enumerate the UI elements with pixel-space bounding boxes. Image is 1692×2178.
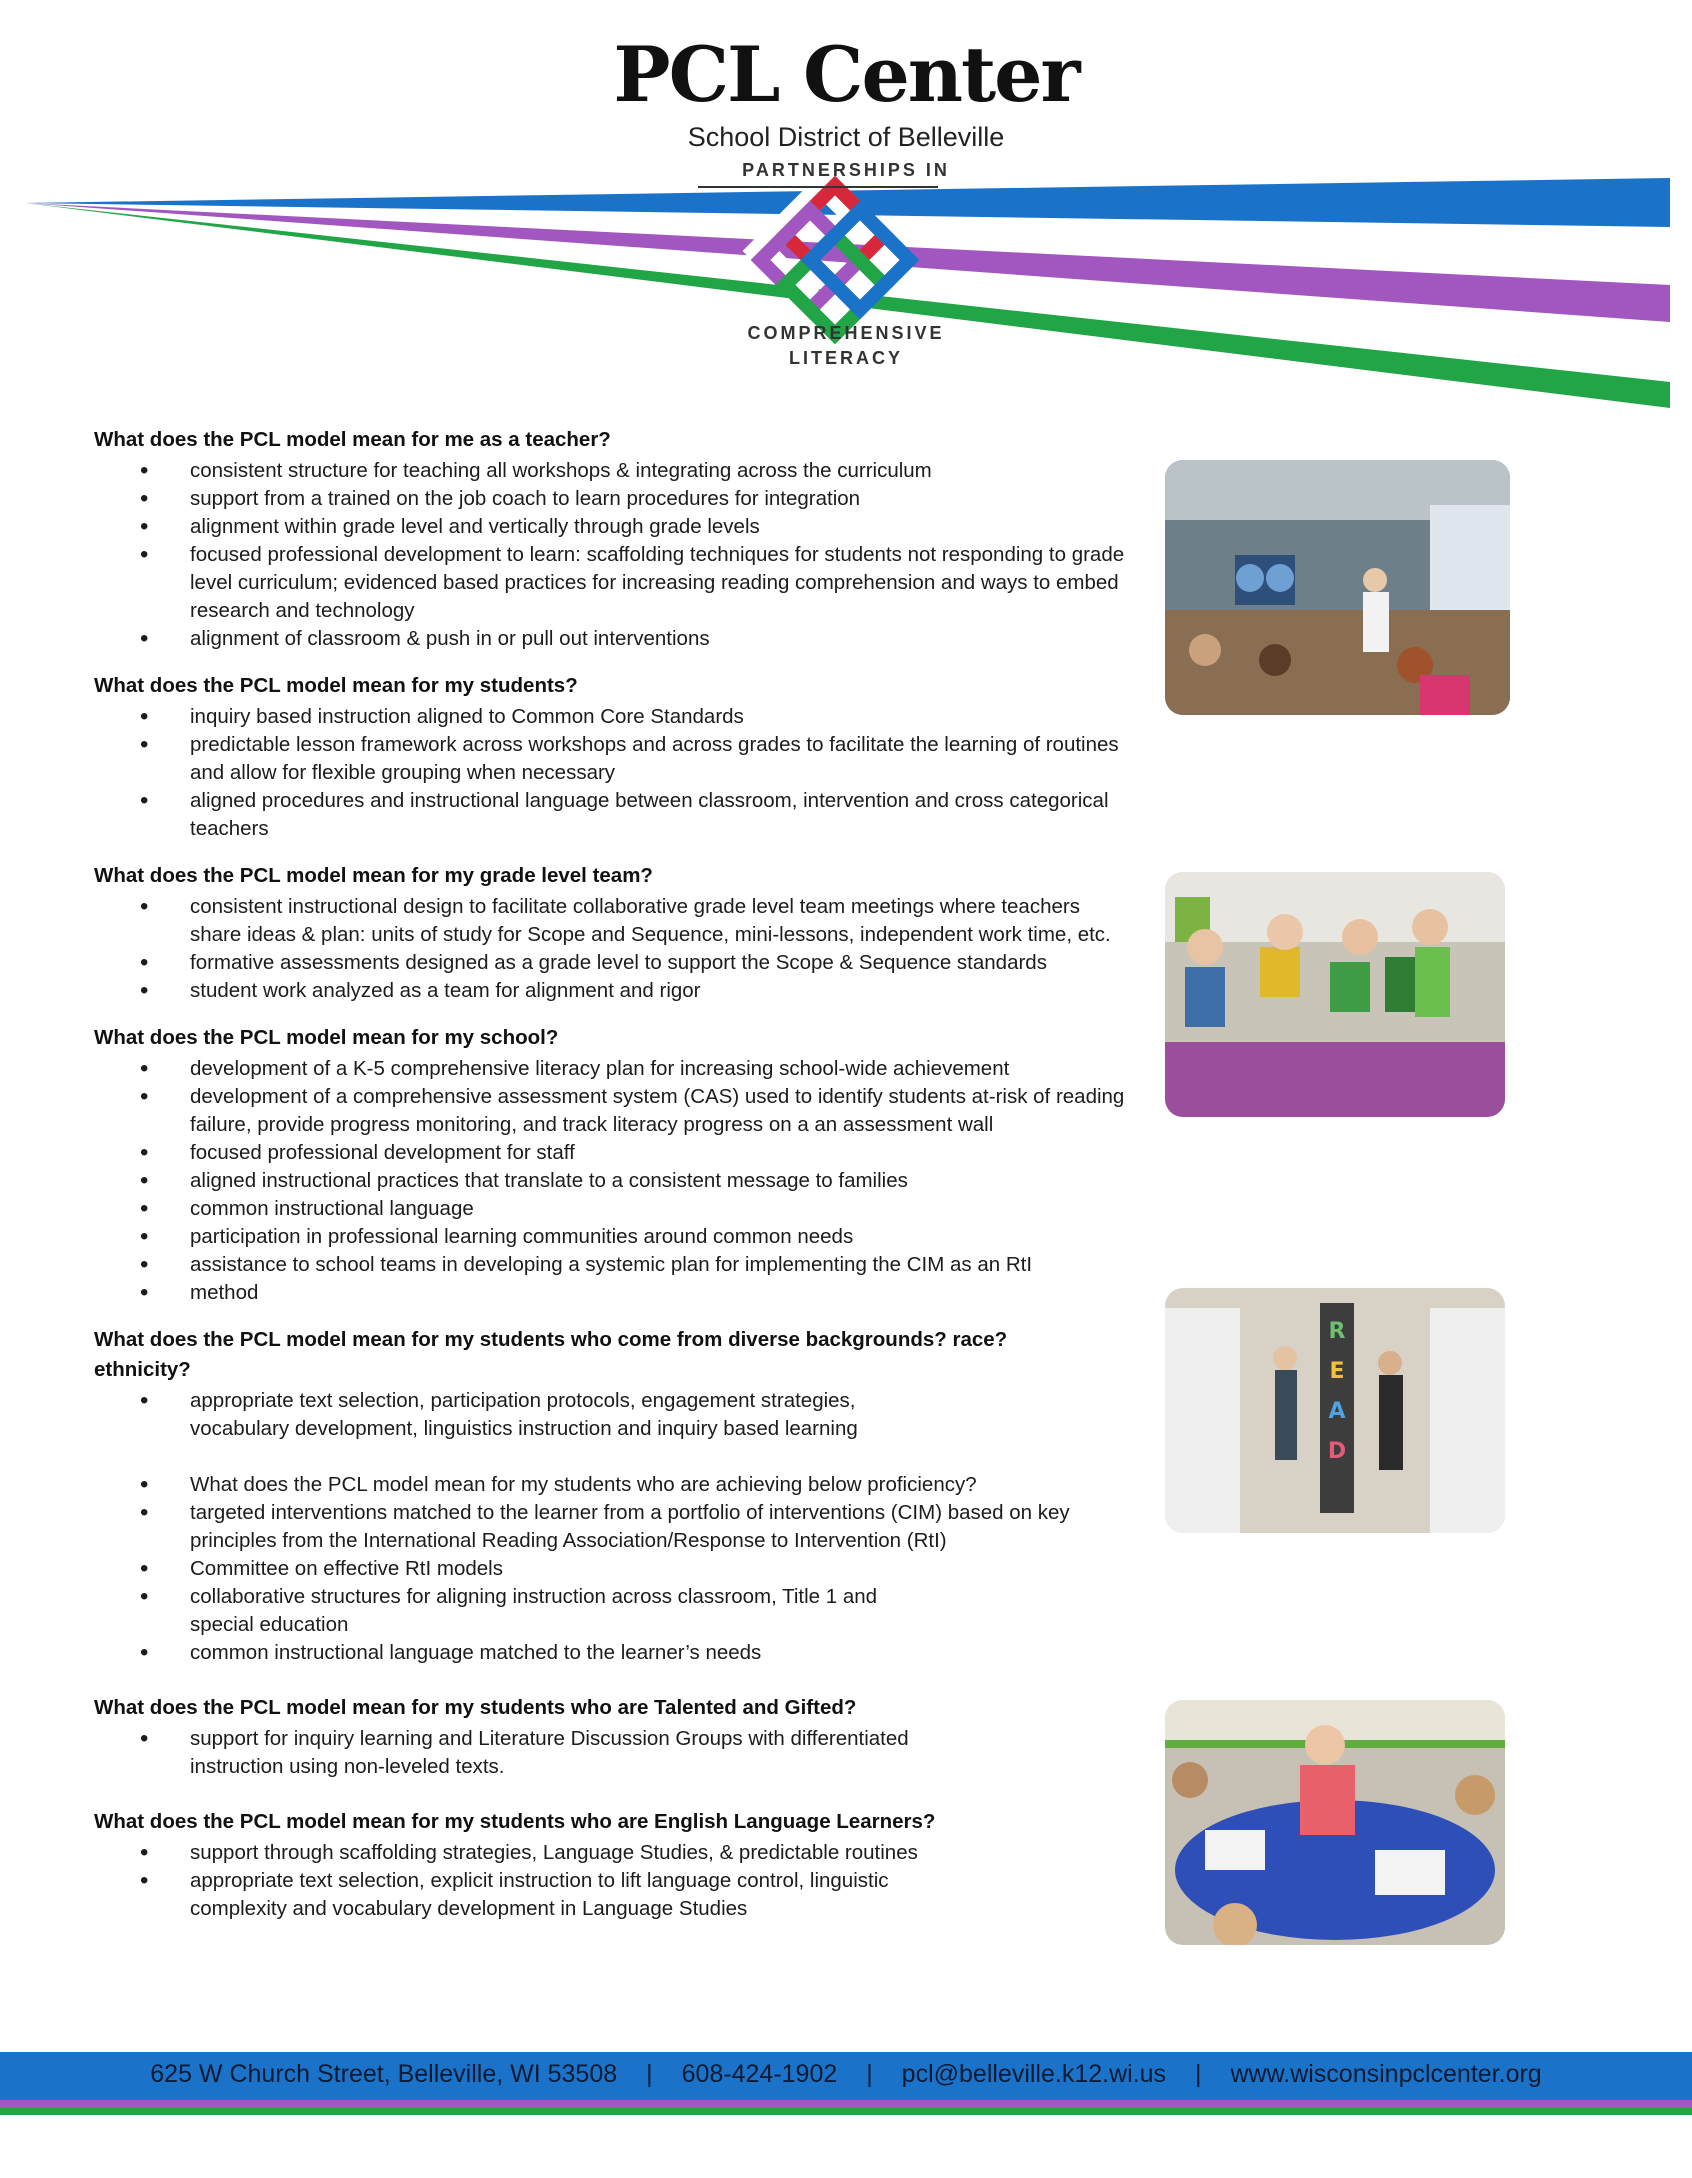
list-item: • formative assessments designed as a grade level to support the Scope & Sequence standards	[90, 949, 1130, 977]
list-item: • student work analyzed as a team for alignment and rigor	[90, 977, 1130, 1005]
footer-separator: |	[866, 2060, 873, 2088]
bullet-list	[90, 1471, 1130, 1667]
photo-teacher-with-students	[1165, 1700, 1505, 1945]
list-item: • aligned procedures and instructional language between classroom, intervention and cross categorical teachers	[90, 787, 1130, 843]
photo-students-holding-books	[1165, 872, 1505, 1117]
bullet-list	[90, 1839, 1130, 1923]
logo-literacy: LITERACY	[789, 348, 903, 368]
list-item: • common instructional language	[90, 1195, 1130, 1223]
svg-text:D: D	[1327, 1439, 1347, 1464]
logo-comprehensive: COMPREHENSIVE	[747, 323, 945, 343]
logo-title: PCL Center	[613, 30, 1079, 119]
section-english-learners	[90, 1807, 1130, 1923]
section-heading: What does the PCL model mean for my grade level team?	[94, 864, 653, 887]
bullet-list	[90, 893, 1130, 1005]
bullet-list	[90, 703, 1130, 843]
list-item: • alignment of classroom & push in or pull out interventions	[90, 625, 1130, 653]
list-item: • focused professional development to learn: scaffolding techniques for students not responding to grade level curriculum; evidenced based practices for increasing reading comprehension and ways to embed research and technology	[90, 541, 1130, 625]
section-heading: What does the PCL model mean for my students who are Talented and Gifted?	[94, 1696, 857, 1719]
photo-book-room	[1165, 1288, 1505, 1533]
list-item: • Committee on effective RtI models	[90, 1555, 1130, 1583]
list-item: • support through scaffolding strategies, Language Studies, & predictable routines	[90, 1839, 1130, 1867]
teacher-photo-illustration	[1165, 1700, 1505, 1945]
list-item: • support from a trained on the job coach to learn procedures for integration	[90, 485, 1130, 513]
bullet-list	[90, 457, 1130, 653]
section-heading: What does the PCL model mean for my school?	[94, 1026, 559, 1049]
list-item: • aligned instructional practices that translate to a consistent message to families	[90, 1167, 1130, 1195]
district-name: School District of Belleville	[687, 122, 1005, 152]
list-item: • assistance to school teams in developing a systemic plan for implementing the CIM as an RtI	[90, 1251, 1130, 1279]
list-item: • consistent structure for teaching all workshops & integrating across the curriculum	[90, 457, 1130, 485]
list-item: • consistent instructional design to facilitate collaborative grade level team meetings where teachers share ideas & plan: units of study for Scope and Sequence, mini-lessons, independent work time, etc.	[90, 893, 1130, 949]
footer-phone[interactable]: 608-424-1902	[681, 2060, 838, 2088]
list-item: • common instructional language matched to the learner’s needs	[90, 1639, 1130, 1667]
classroom-photo-illustration	[1165, 460, 1510, 715]
section-heading: What does the PCL model mean for my students?	[94, 674, 578, 697]
footer-purple-stripe	[0, 2100, 1692, 2108]
list-item: • method	[90, 1279, 1130, 1307]
svg-text:A: A	[1328, 1399, 1346, 1424]
svg-text:R: R	[1328, 1319, 1346, 1344]
list-item: • targeted interventions matched to the learner from a portfolio of interventions (CIM) based on key principles from the International Reading Association/Response to Intervention (RtI)	[90, 1499, 1130, 1555]
footer-separator: |	[646, 2060, 653, 2088]
list-item: • participation in professional learning communities around common needs	[90, 1223, 1130, 1251]
photo-classroom-presentation	[1165, 460, 1510, 715]
section-talented-gifted	[90, 1693, 1130, 1781]
list-item: • support for inquiry learning and Literature Discussion Groups with differentiated instruction using non-leveled texts.	[90, 1725, 970, 1781]
list-item: • inquiry based instruction aligned to Common Core Standards	[90, 703, 1130, 731]
footer-address: 625 W Church Street, Belleville, WI 53508	[150, 2060, 618, 2088]
section-heading: What does the PCL model mean for my students who come from diverse backgrounds? race? ethnicity?	[94, 1328, 1008, 1381]
section-diverse-backgrounds	[90, 1325, 1130, 1667]
book-room-photo-illustration	[1165, 1288, 1505, 1533]
footer-separator: |	[1195, 2060, 1202, 2088]
list-item: • development of a comprehensive assessment system (CAS) used to identify students at-risk of reading failure, provide progress monitoring, and track literacy progress on a an assessment wall	[90, 1083, 1130, 1139]
svg-text:E: E	[1329, 1359, 1345, 1384]
section-grade-level-team	[90, 861, 1130, 1005]
list-item: • development of a K-5 comprehensive literacy plan for increasing school-wide achievement	[90, 1055, 1130, 1083]
list-item: • appropriate text selection, participation protocols, engagement strategies, vocabulary development, linguistics instruction and inquiry based learning	[90, 1387, 910, 1443]
footer-website[interactable]: www.wisconsinpclcenter.org	[1230, 2060, 1542, 2088]
section-heading: What does the PCL model mean for my students who are English Language Learners?	[94, 1810, 936, 1833]
list-item: • alignment within grade level and vertically through grade levels	[90, 513, 1130, 541]
list-item: • predictable lesson framework across workshops and across grades to facilitate the learning of routines and allow for flexible grouping when necessary	[90, 731, 1130, 787]
list-gap	[90, 1443, 1130, 1471]
logo-partnerships: PARTNERSHIPS IN	[742, 160, 950, 180]
section-students	[90, 671, 1130, 843]
list-item: • What does the PCL model mean for my students who are achieving below proficiency?	[90, 1471, 1130, 1499]
footer-green-stripe	[0, 2108, 1692, 2115]
footer-email[interactable]: pcl@belleville.k12.wi.us	[901, 2060, 1167, 2088]
footer-contact	[0, 2060, 1692, 2089]
list-item: • collaborative structures for aligning instruction across classroom, Title 1 and special education	[90, 1583, 910, 1639]
section-teacher	[90, 425, 1130, 653]
bullet-list	[90, 1725, 1130, 1781]
bullet-list	[90, 1387, 1130, 1443]
section-school	[90, 1023, 1130, 1307]
logo-divider	[698, 186, 938, 188]
bullet-list	[90, 1055, 1130, 1307]
list-item: • appropriate text selection, explicit instruction to lift language control, linguistic complexity and vocabulary development in Language Studies	[90, 1867, 970, 1923]
students-photo-illustration	[1165, 872, 1505, 1117]
list-item: • focused professional development for staff	[90, 1139, 1130, 1167]
section-heading: What does the PCL model mean for me as a teacher?	[94, 428, 611, 451]
main-content	[90, 425, 1130, 1941]
